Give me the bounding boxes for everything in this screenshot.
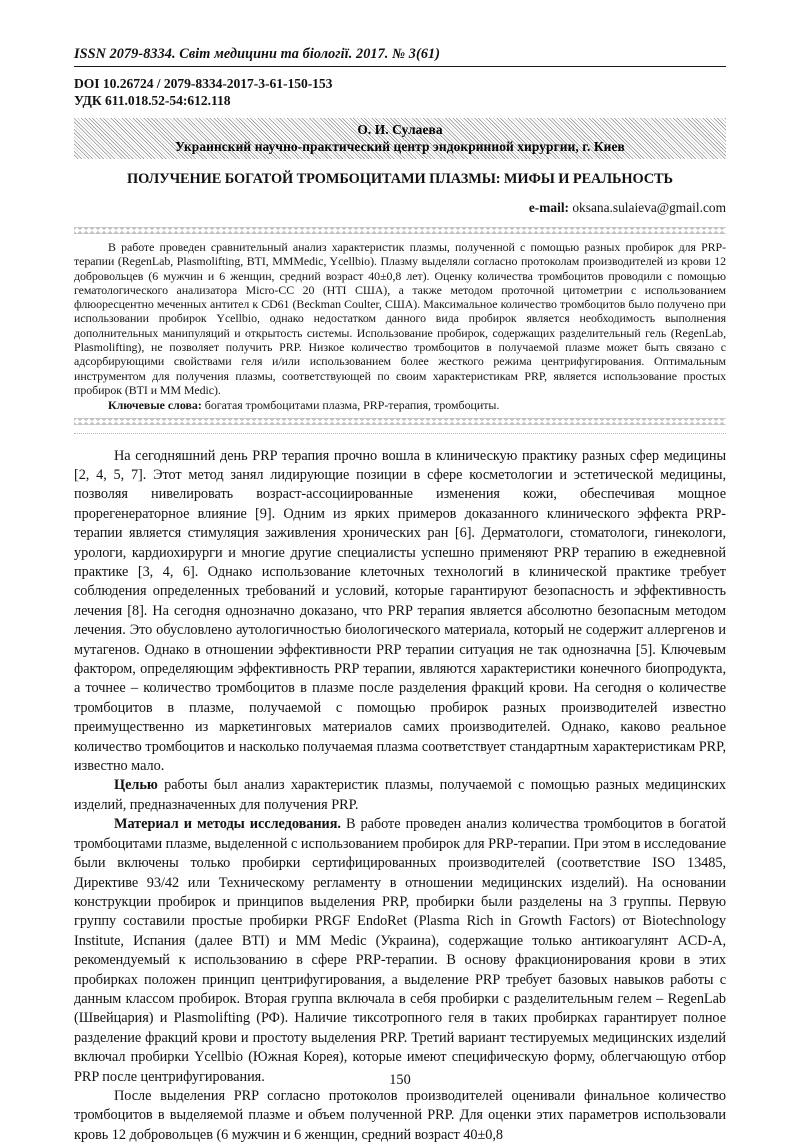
udk-line: УДК 611.018.52-54:612.118 bbox=[74, 92, 231, 108]
paragraph-text: После выделения PRP согласно протоколов производителей оценивали финальное количество тромбоцитов в выделяемой плазме и объем полученной PRP. Для оценки этих параметров использовали кровь 12 добровольцев (6 мужчин и 6 женщин, средний возраст 40±0,8 bbox=[74, 1087, 726, 1143]
author-affiliation: Украинский научно-практический центр эндокринной хирургии, г. Киев bbox=[175, 139, 625, 154]
author-band bbox=[74, 118, 726, 159]
doi-line: DOI 10.26724 / 2079-8334-2017-3-61-150-153 bbox=[74, 76, 333, 91]
body-paragraph bbox=[74, 1087, 726, 1145]
body-paragraph bbox=[74, 815, 726, 1087]
zigzag-rule-bottom bbox=[74, 418, 726, 425]
body-paragraph bbox=[74, 447, 726, 777]
dotted-rule bbox=[74, 432, 726, 434]
keywords-label: Ключевые слова: bbox=[108, 398, 202, 413]
paragraph-text: работы был анализ характеристик плазмы, получаемой с помощью разных медицинских изделий, предназначенных для получения PRP. bbox=[74, 777, 726, 813]
page-number: 150 bbox=[389, 1072, 411, 1088]
email-label: e-mail: bbox=[528, 200, 569, 215]
running-head-rule bbox=[74, 66, 726, 67]
abstract-keywords bbox=[74, 398, 726, 412]
zigzag-rule-top bbox=[74, 227, 726, 234]
paragraph-lead: Материал и методы исследования. bbox=[114, 816, 341, 833]
body-text bbox=[74, 447, 726, 1145]
paragraph-text: На сегодняшний день PRP терапия прочно вошла в клиническую практику разных сфер медицины [2, 4, 5, 7]. Этот метод занял лидирующие позиции в сфере косметологии и эстетической медицины, позволяя нивелировать возраст-ассоциированные изменения кожи, обеспечивая мощное прорегенераторное влияние [9]. Одним из ярких примеров доказанного клинического эффекта PRP-терапии является стимуляция заживления хронических ран [6]. Дерматологи, стоматологи, гинекологи, урологи, кардиохирурги и многие другие специалисты успешно применяют PRP терапию в ежедневной практике [3, 4, 6]. Однако использование клеточных технологий в клинической практике требует соблюдения определенных требований и условий, которые гарантируют безопасность и эффективность лечения [8]. На сегодня однозначно доказано, что PRP терапия является абсолютно безопасным методом лечения. Это обусловлено аутологичностью биологического материала, который не содержит аллергенов и мутагенов. Однако в отношении эффективности PRP терапии ситуация не так однозначна [5]. Ключевым фактором, определяющим эффективность PRP терапии, являются характеристики конечного биопродукта, а точнее – количество тромбоцитов в плазме после разделения фракций крови. На сегодня о количестве тромбоцитов в плазме, получаемой с помощью пробирок разных производителей известно преимущественно из маркетинговых материалов самих производителей. Однако, каково реальное количество тромбоцитов и насколько получаемая плазма соответствует стандартным характеристикам PRP, известно мало. bbox=[74, 447, 726, 775]
abstract-text: В работе проведен сравнительный анализ характеристик плазмы, полученной с помощью разных пробирок для PRP-терапии (RegenLab, Plasmolifting, BTI, MMMedic, Ycellbio). Плазму выделяли согласно протоколам производителей из крови 12 добровольцев (6 мужчин и 6 женщин, средний возраст 40±0,8 лет). Оценку количества тромбоцитов проводили с помощью гематологического анализатора Micro-CC 20 (HTI США), а также методом проточной цитометрии с использованием флюоресцентно меченных антител к CD61 (Beckman Coulter, США). Максимальное количество тромбоцитов было получено при использовании пробирок Ycellbio, однако недостатком данного вида пробирок является необходимость выполнения дополнительных манипуляций и открытость системы. Использование пробирок, содержащих разделительный гель (RegenLab, Plasmolifting), не позволяет получить PRP. Низкое количество тромбоцитов в получаемой плазме может быть связано с адсорбирующими свойствами геля и/или использованием более жесткого режима центрифугирования. Оптимальным инструментом для получения плазмы, соответствующей по своим характеристикам PRP, является использование простых пробирок (BTI и MM Medic). bbox=[74, 240, 726, 397]
running-head: ISSN 2079-8334. Світ медицини та біології. 2017. № 3(61) bbox=[74, 46, 441, 62]
author-email bbox=[74, 200, 726, 216]
body-paragraph bbox=[74, 776, 726, 815]
article-title: ПОЛУЧЕНИЕ БОГАТОЙ ТРОМБОЦИТАМИ ПЛАЗМЫ: МИФЫ И РЕАЛЬНОСТЬ bbox=[127, 171, 673, 187]
keywords-value: богатая тромбоцитами плазма, PRP-терапия, тромбоциты. bbox=[204, 398, 500, 413]
paragraph-text: В работе проведен анализ количества тромбоцитов в богатой тромбоцитами плазме, выделенной с использованием пробирок для PRP-терапии. При этом в исследование были включены только пробирки сертифицированных производителей (соответствие ISO 13485, Директиве 93/42 или Техническому регламенту в отношении медицинских изделий). На основании конструкции пробирок и принципов выделения PRP, пробирки были разделены на 3 группы. Первую группу составили простые пробирки PRGF EndoRet (Plasma Rich in Growth Factors) от Biotechnology Institute, Испания (далее BTI) и MM Medic (Украина), содержащие только антикоагулянт ACD-A, рекомендуемый к использованию в сфере PRP-терапии. В основу фракционирования крови в этих пробирках положен принцип центрифугирования, а выделение PRP требует базовых навыков работы с данным классом пробирок. Вторая группа включала в себя пробирки с разделительным гелем – RegenLab (Швейцария) и Plasmolifting (РФ). Наличие тиксотропного геля в таких пробирках гарантирует полное разделение фракций крови и простоту выделения PRP. Третий вариант тестируемых медицинских изделий включал пробирки Ycellbio (Южная Корея), которые имеют специфическую форму, облегчающую отбор PRP после центрифугирования. bbox=[74, 816, 726, 1085]
doi-udk-block bbox=[74, 76, 726, 109]
paragraph-lead: Целью bbox=[114, 777, 158, 794]
author-name: О. И. Сулаева bbox=[357, 122, 443, 137]
email-value: oksana.sulaieva@gmail.com bbox=[572, 200, 726, 215]
page-content bbox=[74, 46, 726, 1145]
